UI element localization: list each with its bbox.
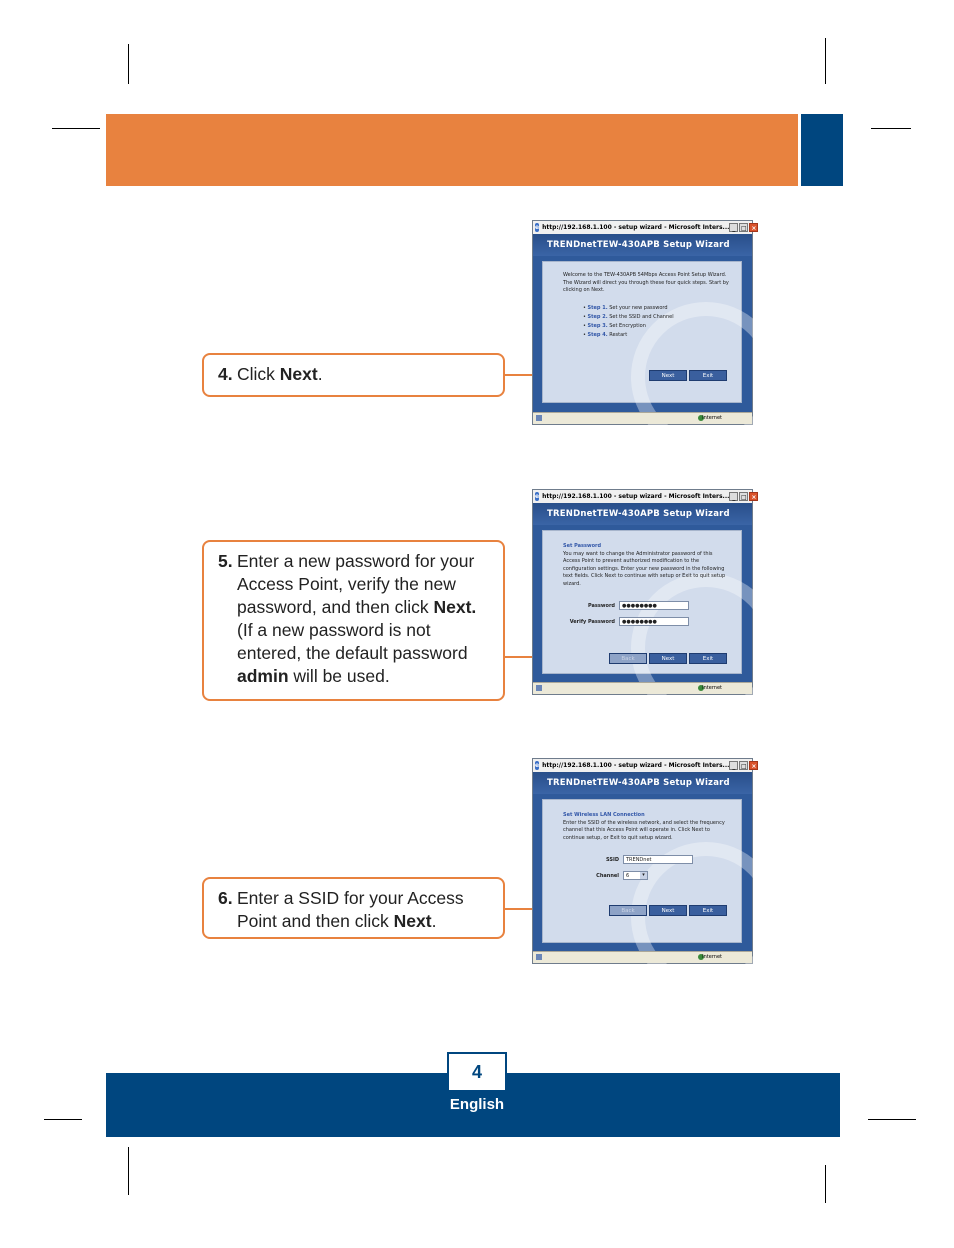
crop-mark — [44, 1119, 82, 1120]
browser-window-welcome — [532, 220, 757, 425]
channel-label: Channel — [596, 872, 619, 879]
crop-mark — [871, 128, 911, 129]
next-button[interactable]: Next — [649, 370, 687, 381]
verify-password-input[interactable]: ●●●●●●●● — [619, 617, 689, 626]
password-input[interactable]: ●●●●●●●● — [619, 601, 689, 610]
decorative-circle — [631, 842, 781, 992]
window-title: http://192.168.1.100 - setup wizard - Microsoft Inters... — [542, 762, 730, 769]
window-titlebar — [533, 759, 757, 772]
ie-icon: e — [535, 493, 540, 500]
wizard-title — [533, 234, 752, 256]
status-bar — [533, 682, 752, 694]
window-titlebar — [533, 221, 757, 234]
brand-name: TRENDnet — [547, 778, 597, 788]
channel-select[interactable] — [623, 871, 648, 880]
status-bar — [533, 412, 752, 424]
product-name: TEW-430APB Setup Wizard — [596, 509, 730, 519]
wizard-steps-list — [583, 304, 674, 340]
step-5-callout — [202, 540, 505, 701]
product-name: TEW-430APB Setup Wizard — [596, 240, 730, 250]
section-text: Enter the SSID of the wireless network, and select the frequency channel that this Access Point will operate in. Click Next to continue setup, or Exit to quit setup wizard. — [563, 819, 725, 841]
chevron-down-icon: ▾ — [640, 872, 647, 879]
list-item: • Step 4. Restart — [583, 332, 628, 338]
window-title: http://192.168.1.100 - setup wizard - Microsoft Inters... — [542, 493, 730, 500]
list-item: • Step 1. Set your new password — [583, 305, 668, 311]
step-label: Step 3. — [587, 323, 608, 329]
step-label: Step 1. — [587, 305, 608, 311]
wizard-panel — [542, 261, 742, 403]
wizard-title — [533, 772, 752, 794]
step-text-bold: Next — [279, 364, 318, 384]
header-blue-tab — [801, 114, 843, 186]
step-number: 4. — [218, 364, 233, 384]
step-text-part: Click — [237, 364, 280, 384]
status-zone: Internet — [702, 954, 722, 960]
step-4-callout — [202, 353, 505, 397]
section-heading: Set Password — [563, 543, 602, 549]
password-row — [563, 601, 689, 610]
close-icon[interactable]: × — [751, 225, 757, 232]
list-item: • Step 3. Set Encryption — [583, 323, 646, 329]
section-heading: Set Wireless LAN Connection — [563, 812, 645, 818]
verify-password-row — [563, 617, 689, 626]
wireless-intro — [563, 812, 729, 842]
close-icon[interactable]: × — [751, 494, 757, 501]
welcome-text: Welcome to the TEW-430APB 54Mbps Access Point Setup Wizard. The Wizard will direct you through these four quick steps. Start by clicking on Next. — [563, 272, 729, 293]
password-label: Password — [588, 602, 615, 609]
minimize-icon[interactable]: _ — [729, 761, 738, 770]
window-titlebar — [533, 490, 757, 503]
ssid-row — [573, 855, 693, 864]
next-button[interactable]: Next — [649, 653, 687, 664]
crop-mark — [825, 38, 826, 84]
step-number: 6. — [218, 888, 233, 908]
crop-mark — [825, 1165, 826, 1203]
ie-icon: e — [535, 224, 540, 231]
browser-window-wireless-lan — [532, 758, 757, 964]
step-desc: Set Encryption — [607, 323, 646, 329]
ssid-label: SSID — [606, 856, 619, 863]
list-item: • Step 2. Set the SSID and Channel — [583, 314, 674, 320]
minimize-icon[interactable]: _ — [729, 492, 738, 501]
step-text — [237, 363, 493, 386]
step-text — [237, 550, 493, 688]
ie-icon: e — [535, 762, 540, 769]
page-icon — [536, 954, 542, 960]
next-button[interactable]: Next — [649, 905, 687, 916]
step-text-part: . — [317, 364, 323, 384]
back-button[interactable]: Back — [609, 653, 647, 664]
ssid-input[interactable]: TRENDnet — [623, 855, 693, 864]
step-text-part: will be used. — [288, 666, 390, 686]
step-text-part: Enter a new password for your Access Point, verify the new password, and then click — [237, 551, 475, 617]
exit-button[interactable]: Exit — [689, 905, 727, 916]
close-icon[interactable]: × — [751, 763, 757, 770]
crop-mark — [128, 44, 129, 84]
step-label: Step 2. — [587, 314, 608, 320]
step-label: Step 4. — [587, 332, 608, 338]
step-desc: Restart — [607, 332, 628, 338]
crop-mark — [868, 1119, 916, 1120]
browser-window-set-password — [532, 489, 757, 695]
minimize-icon[interactable]: _ — [729, 223, 738, 232]
crop-mark — [52, 128, 100, 129]
footer-language: English — [449, 1096, 505, 1113]
brand-name: TRENDnet — [547, 240, 597, 250]
channel-value: 6 — [626, 873, 630, 879]
step-6-callout — [202, 877, 505, 939]
step-text-part: . — [431, 911, 437, 931]
step-desc: Set your new password — [607, 305, 668, 311]
window-title: http://192.168.1.100 - setup wizard - Microsoft Inters... — [542, 224, 730, 231]
wizard-panel — [542, 530, 742, 674]
step-number: 5. — [218, 551, 233, 571]
exit-button[interactable]: Exit — [689, 370, 727, 381]
step-text — [237, 887, 493, 933]
back-button[interactable]: Back — [609, 905, 647, 916]
password-intro — [563, 543, 729, 588]
page-icon — [536, 685, 542, 691]
exit-button[interactable]: Exit — [689, 653, 727, 664]
section-text: You may want to change the Administrator password of this Access Point to prevent authorized modification to the configuration settings. Enter your new password in the following text fields. Click Next to continue with setup or Exit to quit setup wizard. — [563, 550, 726, 587]
verify-password-label: Verify Password — [569, 618, 615, 625]
channel-row — [573, 871, 648, 880]
maximize-icon[interactable]: □ — [741, 225, 747, 232]
wizard-panel — [542, 799, 742, 943]
wizard-title — [533, 503, 752, 525]
step-text-bold: Next — [393, 911, 432, 931]
step-text-bold: admin — [237, 666, 289, 686]
header-orange-bar — [106, 114, 798, 186]
status-zone: Internet — [702, 685, 722, 691]
page-number: 4 — [447, 1052, 507, 1092]
step-text-part: (If a new password is not entered, the default password — [237, 620, 468, 663]
decorative-circle — [631, 573, 781, 723]
maximize-icon[interactable]: □ — [741, 494, 747, 501]
step-text-bold: Next. — [433, 597, 477, 617]
maximize-icon[interactable]: □ — [741, 763, 747, 770]
status-bar — [533, 951, 752, 963]
step-text-part: Enter a SSID for your Access Point and then click — [237, 888, 464, 931]
page-icon — [536, 415, 542, 421]
product-name: TEW-430APB Setup Wizard — [596, 778, 730, 788]
brand-name: TRENDnet — [547, 509, 597, 519]
crop-mark — [128, 1147, 129, 1195]
step-desc: Set the SSID and Channel — [607, 314, 674, 320]
status-zone: Internet — [702, 415, 722, 421]
